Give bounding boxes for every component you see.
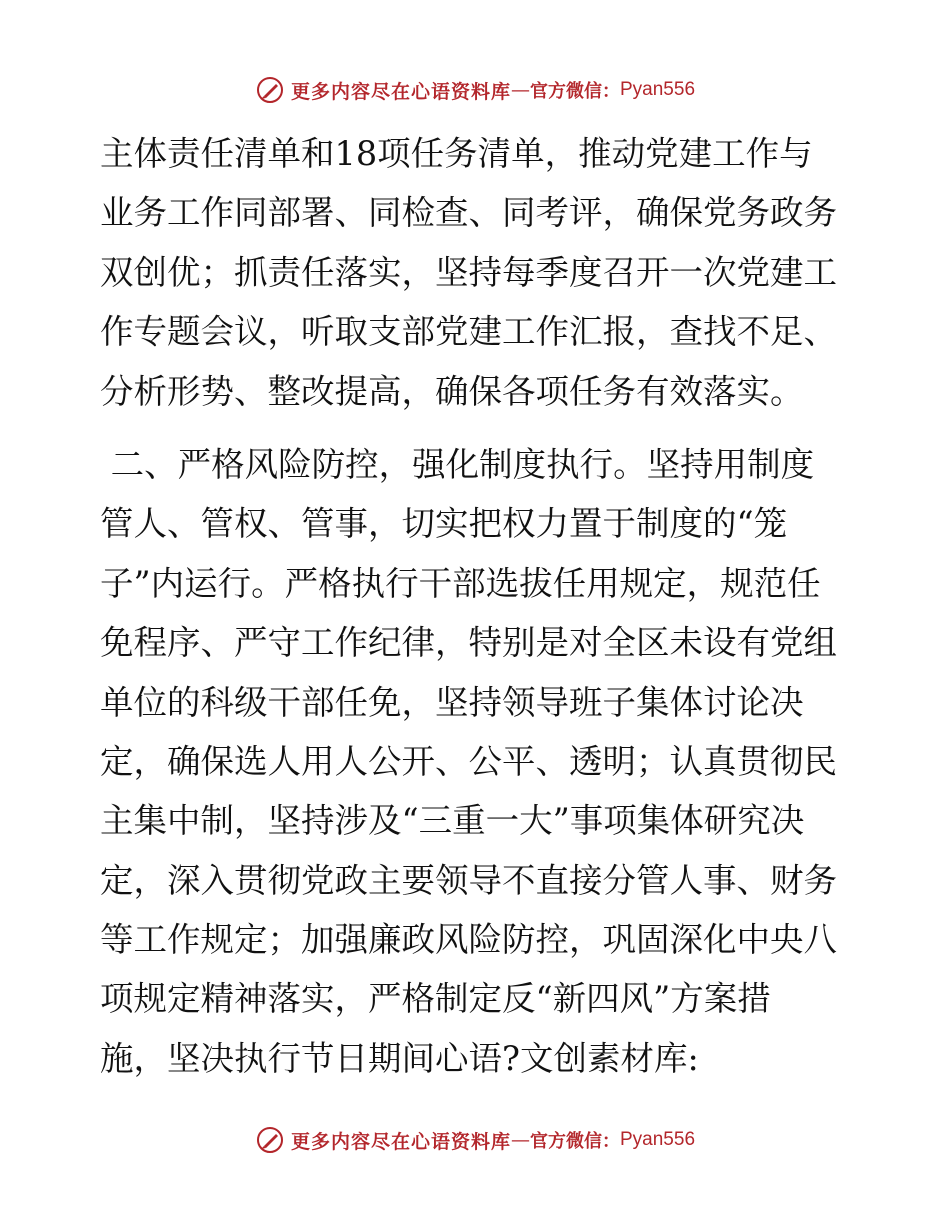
text-line: 二、严格风险防控，强化制度执行。坚持用制度	[100, 444, 815, 484]
banner-wechat-label: 官方微信：	[530, 1131, 620, 1152]
text-line: 主体责任清单和18项任务清单，推动党建工作与	[100, 134, 813, 173]
text-line: 管人、管权、管事，切实把权力置于制度的“笼	[100, 504, 788, 544]
banner-wechat-label: 官方微信：	[530, 81, 620, 102]
paragraph-1	[100, 124, 860, 421]
text-line: 项规定精神落实，严格制定反“新四风”方案措	[100, 979, 771, 1019]
text-line: 作专题会议，听取支部党建工作汇报，查找不足、	[100, 312, 837, 352]
banner-separator: —	[511, 1129, 530, 1151]
text-line: 等工作规定；加强廉政风险防控，巩固深化中央八	[100, 920, 837, 960]
header-watermark-banner	[0, 70, 950, 110]
banner-wechat-id: Pyan556	[620, 1129, 696, 1150]
text-line: 分析形势、整改提高，确保各项任务有效落实。	[100, 371, 804, 411]
banner-text: 更多内容尽在心语资料库	[290, 1130, 511, 1153]
text-line: 定，深入贯彻党政主要领导不直接分管人事、财务	[100, 860, 837, 900]
document-body	[100, 124, 860, 1088]
text-line: 子”内运行。严格执行干部选拔任用规定，规范任	[100, 563, 821, 603]
banner-wechat-id: Pyan556	[620, 79, 696, 100]
quill-pen-logo-icon	[255, 75, 285, 105]
text-line: 主集中制，坚持涉及“三重一大”事项集体研究决	[100, 801, 805, 841]
quill-pen-logo-icon	[255, 1125, 285, 1155]
paragraph-2	[100, 435, 860, 1088]
text-line: 定，确保选人用人公开、公平、透明；认真贯彻民	[100, 741, 837, 781]
text-line: 单位的科级干部任免，坚持领导班子集体讨论决	[100, 682, 804, 722]
text-line: 施，坚决执行节日期间心语?文创素材库:	[100, 1038, 699, 1078]
footer-watermark-banner	[0, 1120, 950, 1160]
text-line: 业务工作同部署、同检查、同考评，确保党务政务	[100, 193, 837, 233]
banner-separator: —	[511, 79, 530, 101]
banner-text: 更多内容尽在心语资料库	[290, 80, 511, 103]
text-line: 免程序、严守工作纪律，特别是对全区未设有党组	[100, 623, 837, 663]
text-line: 双创优；抓责任落实，坚持每季度召开一次党建工	[100, 252, 837, 292]
